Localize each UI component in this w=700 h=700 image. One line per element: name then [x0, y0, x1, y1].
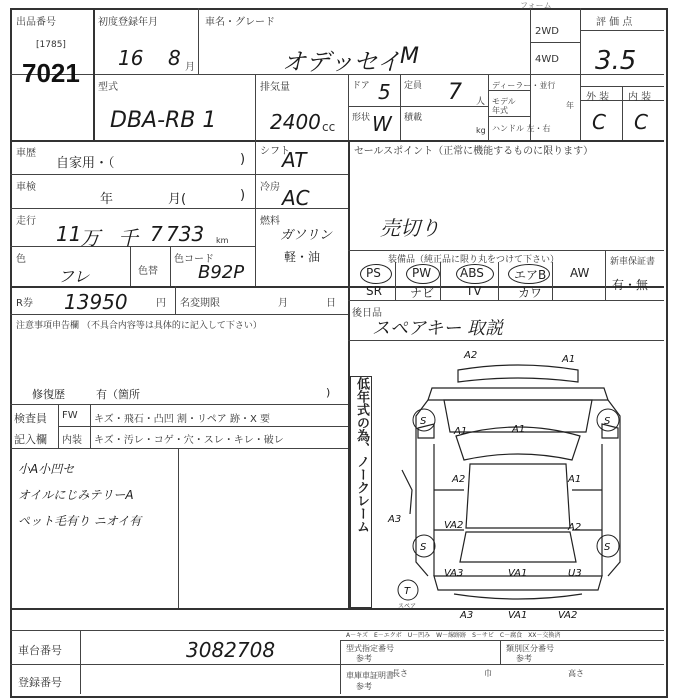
repair-close: )	[326, 386, 331, 399]
aftermarket-value: スペアキー 取説	[372, 318, 504, 339]
stamp-label2b: 参考	[516, 654, 532, 663]
handwritten-note-1: 小A小凹セ	[18, 462, 75, 476]
name-change-month: 月	[278, 298, 288, 309]
circle-ps-icon	[360, 264, 392, 284]
color-value: フレ	[58, 267, 90, 286]
mileage-value1: 11	[56, 222, 82, 246]
handwritten-note-2: オイルにじみテリーA	[18, 488, 134, 502]
circle-abs-icon	[456, 264, 494, 284]
handwritten-note-3: ペット毛有り ニオイ有	[18, 514, 142, 528]
capacity-value: 7	[448, 80, 462, 105]
name-change-label: 名変期限	[180, 298, 220, 309]
spare-label: スペア	[398, 603, 417, 610]
stamp-label1: 型式指定番号	[346, 644, 394, 653]
inspection-label: 車検	[16, 182, 36, 193]
shift-label: シフト	[260, 146, 290, 157]
equipment-sr: SR	[366, 284, 382, 298]
fuel-other: 軽・油	[284, 250, 321, 264]
capacity-unit: 人	[476, 97, 486, 107]
color-change-label: 色替	[138, 266, 158, 277]
mark-front-right: A1	[562, 354, 576, 365]
mark-va3: VA3	[444, 568, 464, 579]
first-reg-label: 初度登録年月	[98, 17, 158, 28]
model-year-2: 年式	[492, 106, 508, 115]
mileage-unit1: 万	[80, 226, 100, 250]
inspection-year: 年	[100, 192, 114, 207]
lot-number: 7021	[22, 58, 80, 88]
fw-items: キズ・飛石・凸凹 割・リペア 跡・X 要	[94, 414, 270, 425]
warranty-label: 新車保証書	[610, 257, 656, 267]
recycle-unit: 円	[156, 298, 166, 309]
cert-label: 車庫車証明書	[346, 671, 394, 680]
equipment-label: 装備品（純正品に限り丸をつけて下さい）	[388, 255, 560, 265]
drive-4wd: 4WD	[535, 54, 559, 65]
first-reg-month-unit: 月	[185, 62, 195, 73]
shape-value: W	[372, 112, 392, 136]
equipment-abs: ABS	[460, 266, 484, 280]
cert-height: 高さ	[568, 669, 584, 678]
capacity-label: 定員	[404, 81, 423, 91]
mark-a2-right: A2	[568, 522, 582, 533]
inspection-month: 月(	[168, 192, 187, 207]
chassis-label: 車台番号	[18, 644, 62, 657]
aircon-value: AC	[282, 186, 310, 210]
mark-a1-right: A1	[568, 474, 582, 485]
legend-text: A－キズ E－エクボ U－凹み W－線跡跡 S－サビ C－腐食 XX－交換済	[346, 632, 561, 639]
history-label: 車歴	[16, 148, 36, 159]
mileage-unit2: 千	[118, 226, 138, 250]
stamp-label2: 類別区分番号	[506, 644, 554, 653]
displacement-label: 排気量	[260, 82, 290, 93]
equipment-pw: PW	[412, 266, 432, 280]
cert-width: 巾	[484, 669, 492, 678]
spare-mark: T	[404, 586, 411, 597]
aftermarket-label: 後日品	[352, 308, 382, 319]
mileage-label: 走行	[16, 216, 36, 227]
model-label: 型式	[98, 82, 118, 93]
doors-value: 5	[378, 80, 391, 104]
shift-value: AT	[282, 148, 307, 172]
tyre-mark-2: S	[604, 416, 611, 427]
model-year-1: モデル	[492, 97, 516, 106]
model-year-unit: 年	[566, 101, 574, 110]
model-value: DBA-RB 1	[110, 108, 217, 133]
lot-sub: [1785]	[36, 40, 66, 50]
ext-value: C	[592, 110, 606, 134]
doors-label: ドア	[352, 81, 370, 91]
mileage-value2: 7	[150, 222, 163, 246]
repair-value: 有（箇所	[96, 388, 140, 401]
tyre-mark-3: S	[420, 542, 427, 553]
cert-length: 長さ	[392, 669, 408, 678]
drive-2wd: 2WD	[535, 26, 559, 37]
color-label: 色	[16, 254, 26, 265]
mark-rear-a3: A3	[460, 610, 474, 621]
recycle-label: R券	[16, 298, 33, 309]
color-code: B92P	[198, 262, 245, 283]
sales-point-note: 売切り	[380, 216, 440, 240]
load-unit: kg	[476, 126, 486, 135]
registration-label: 登録番号	[18, 676, 62, 689]
mark-va2-left: VA2	[444, 520, 464, 531]
top-strip-text: フォーム	[520, 1, 552, 10]
chassis-value: 3082708	[186, 638, 276, 662]
equipment-ps: PS	[366, 266, 381, 280]
equipment-airbag: エアB	[514, 268, 547, 282]
name-change-day: 日	[326, 298, 336, 309]
fuel-value: ガソリン	[280, 228, 333, 243]
score-value: 3.5	[595, 46, 637, 76]
ext-label: 外 装	[586, 92, 610, 103]
history-value: 自家用・（	[56, 156, 115, 171]
inspector-label1: 検査員	[14, 412, 47, 425]
side-note: 低年式の為、ノークレーム	[350, 376, 372, 608]
aircon-label: 冷房	[260, 182, 280, 193]
mark-rear-va2: VA2	[558, 610, 578, 621]
inspection-close: )	[240, 188, 246, 203]
displacement-value: 2400	[270, 110, 321, 134]
mark-va1-mid: VA1	[508, 568, 528, 579]
equipment-leather: カワ	[518, 286, 543, 300]
sales-point-label: セールスポイント（正常に機能するものに限ります）	[354, 146, 594, 157]
repair-label: 修復歴	[32, 388, 65, 401]
mark-a2-mid: A2	[452, 474, 466, 485]
car-diagram	[372, 340, 664, 621]
shape-label: 形状	[352, 113, 371, 123]
mark-u3: U3	[568, 568, 582, 579]
int-value: C	[634, 110, 648, 134]
history-close: )	[240, 152, 246, 167]
equipment-aw: AW	[570, 266, 590, 280]
inspector-label2: 記入欄	[14, 433, 47, 446]
mileage-value3: 733	[166, 222, 205, 246]
displacement-unit: cc	[322, 120, 336, 134]
equipment-tv: TV	[466, 284, 482, 298]
score-label: 評 価 点	[596, 17, 633, 28]
car-grade: M	[400, 44, 419, 69]
first-reg-year: 16	[118, 46, 144, 70]
load-label: 積載	[404, 113, 423, 123]
fuel-label: 燃料	[260, 216, 280, 227]
dealer-label: ディーラー・並行	[492, 81, 556, 90]
recycle-value: 13950	[64, 290, 128, 314]
tyre-mark-1: S	[420, 416, 427, 427]
circle-pw-icon	[406, 264, 440, 284]
mark-a1-left: A1	[454, 426, 468, 437]
equipment-navi: ナビ	[410, 286, 435, 300]
mark-a1-top: A1	[512, 424, 526, 435]
stamp-label1b: 参考	[356, 654, 372, 663]
notes-label: 注意事項申告欄 （不具合内容等は具体的に記入して下さい）	[16, 321, 262, 331]
nai-items: キズ・汚レ・コゲ・穴・スレ・キレ・破レ	[94, 435, 284, 446]
handle-label: ハンドル 左・右	[492, 124, 551, 133]
car-label: 車名・グレード	[205, 17, 275, 28]
mark-front-left: A2	[464, 350, 478, 361]
warranty-value: 有・無	[612, 278, 649, 292]
cert-label2: 参考	[356, 682, 372, 691]
tyre-mark-4: S	[604, 542, 611, 553]
color-code-label: 色コード	[174, 254, 214, 265]
lot-label: 出品番号	[16, 17, 56, 28]
mileage-unit3: km	[216, 236, 229, 245]
nai-label: 内装	[62, 435, 82, 446]
mark-a3-left: A3	[388, 514, 402, 525]
fw-label: FW	[62, 410, 78, 421]
mark-rear-va1: VA1	[508, 610, 528, 621]
first-reg-month: 8	[168, 46, 181, 70]
car-name: オデッセイ	[282, 48, 401, 76]
circle-airbag-icon	[508, 264, 550, 284]
int-label: 内 装	[628, 92, 652, 103]
